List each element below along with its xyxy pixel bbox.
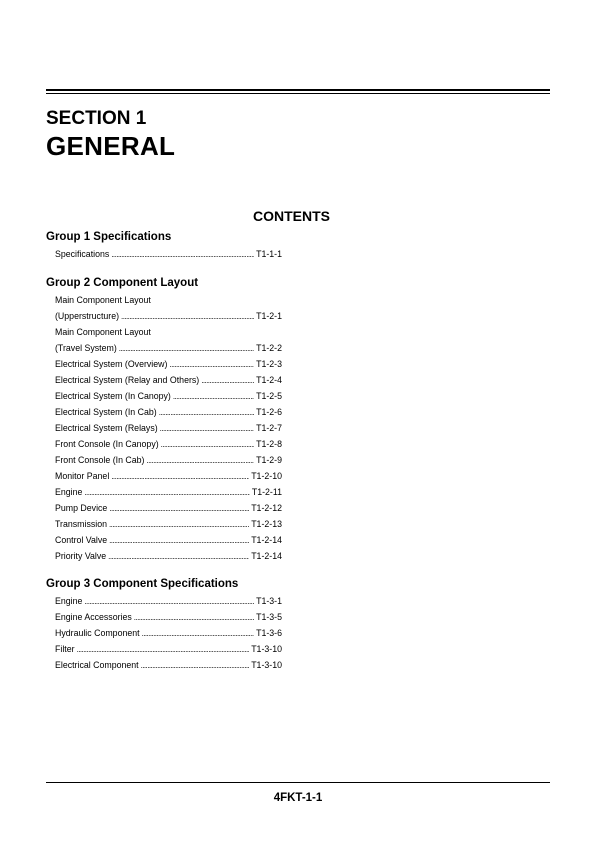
toc-entry-text: Control Valve <box>55 535 108 545</box>
toc-entry[interactable] <box>46 500 282 516</box>
toc-entry[interactable] <box>46 292 282 308</box>
section-title: GENERAL <box>46 131 176 161</box>
toc-entry-text: Engine <box>55 487 83 497</box>
toc-entry-text: Electrical System (Relays) <box>55 423 158 433</box>
contents-heading: CONTENTS <box>253 208 330 224</box>
leader-dots <box>119 340 254 357</box>
toc-entry-text: Front Console (In Canopy) <box>55 439 159 449</box>
toc-entry[interactable] <box>46 340 282 356</box>
page-identifier-text: 4FKT-1-1 <box>273 792 323 804</box>
toc-entry-text: Electrical System (Overview) <box>55 359 168 369</box>
toc-entry[interactable] <box>46 609 282 625</box>
toc-entry[interactable] <box>46 593 282 609</box>
toc-entry[interactable] <box>46 516 282 532</box>
header-rule-thick <box>46 89 550 91</box>
leader-dots <box>109 500 249 517</box>
toc-entry-text: Electrical System (In Canopy) <box>55 391 171 401</box>
group-title: Group 1 Specifications <box>46 231 172 243</box>
toc-entry-text: Electrical Component <box>55 660 139 670</box>
toc-entry-page: T1-2-3 <box>256 359 282 369</box>
toc-entry-page: T1-2-10 <box>251 471 282 481</box>
toc-entry-page: T1-2-13 <box>251 519 282 529</box>
toc-entry-page: T1-3-6 <box>256 628 282 638</box>
toc-entry-page: T1-1-1 <box>256 249 282 259</box>
toc-entry[interactable] <box>46 404 282 420</box>
toc-entry[interactable] <box>46 532 282 548</box>
group-title: Group 3 Component Specifications <box>46 578 239 590</box>
toc-entry-page: T1-2-8 <box>256 439 282 449</box>
leader-dots <box>146 452 254 469</box>
leader-dots <box>77 641 250 658</box>
leader-dots <box>201 372 254 389</box>
leader-dots <box>160 420 254 437</box>
leader-dots <box>109 532 249 549</box>
toc-entry[interactable] <box>46 484 282 500</box>
leader-dots <box>121 308 254 325</box>
toc-entry-page: T1-2-7 <box>256 423 282 433</box>
toc-entry[interactable] <box>46 246 282 262</box>
leader-dots <box>134 609 254 626</box>
leader-dots <box>108 548 249 565</box>
section-number: SECTION 1 <box>46 108 147 129</box>
toc-entry-page: T1-2-6 <box>256 407 282 417</box>
toc-entry-text: Specifications <box>55 249 110 259</box>
toc-entry[interactable] <box>46 324 282 340</box>
leader-dots <box>173 388 254 405</box>
header-rule-thin <box>46 93 550 94</box>
leader-dots <box>109 516 249 533</box>
toc-entry-text: Engine <box>55 596 83 606</box>
toc-entry-page: T1-2-4 <box>256 375 282 385</box>
toc-entry-text: Electrical System (Relay and Others) <box>55 375 200 385</box>
toc-entry-page: T1-2-11 <box>251 487 282 497</box>
toc-entry-text: Priority Valve <box>55 551 107 561</box>
leader-dots <box>84 593 254 610</box>
page-identifier <box>0 791 596 805</box>
leader-dots <box>111 468 249 485</box>
toc-group-3 <box>46 577 282 673</box>
toc-entry-text: Main Component Layout <box>55 295 151 305</box>
table-of-contents <box>46 230 282 673</box>
leader-dots <box>142 625 254 642</box>
group-title: Group 2 Component Layout <box>46 277 199 289</box>
toc-entry-page: T1-2-12 <box>251 503 282 513</box>
toc-entry-text: Engine Accessories <box>55 612 132 622</box>
toc-entry-page: T1-3-1 <box>256 596 282 606</box>
toc-entry-page: T1-3-10 <box>251 644 282 654</box>
toc-entry-page: T1-2-2 <box>256 343 282 353</box>
toc-entry-text: Monitor Panel <box>55 471 110 481</box>
toc-entry[interactable] <box>46 625 282 641</box>
toc-entry[interactable] <box>46 436 282 452</box>
leader-dots <box>111 246 254 263</box>
toc-entry[interactable] <box>46 657 282 673</box>
toc-entry[interactable] <box>46 372 282 388</box>
toc-entry-text: Electrical System (In Cab) <box>55 407 157 417</box>
toc-entry[interactable] <box>46 388 282 404</box>
toc-entry[interactable] <box>46 468 282 484</box>
toc-entry[interactable] <box>46 356 282 372</box>
toc-entry[interactable] <box>46 452 282 468</box>
toc-entry[interactable] <box>46 308 282 324</box>
leader-dots <box>141 657 250 674</box>
toc-entry-page: T1-2-14 <box>251 535 282 545</box>
toc-entry-page: T1-3-5 <box>256 612 282 622</box>
toc-entry-page: T1-2-9 <box>256 455 282 465</box>
toc-entry-page: T1-2-14 <box>251 551 282 561</box>
toc-entry-text: Hydraulic Component <box>55 628 140 638</box>
toc-entry-text: Filter <box>55 644 75 654</box>
toc-entry[interactable] <box>46 548 282 564</box>
toc-entry-text: Transmission <box>55 519 107 529</box>
toc-entry-page: T1-2-1 <box>256 311 282 321</box>
leader-dots <box>159 404 254 421</box>
leader-dots <box>84 484 249 501</box>
toc-entry[interactable] <box>46 420 282 436</box>
toc-entry-text: (Upperstructure) <box>55 311 120 321</box>
toc-group-2 <box>46 276 282 564</box>
toc-group-1 <box>46 230 282 262</box>
leader-dots <box>161 436 254 453</box>
toc-entry-text: Front Console (In Cab) <box>55 455 145 465</box>
toc-entry-text: Pump Device <box>55 503 108 513</box>
toc-entry-text: (Travel System) <box>55 343 117 353</box>
toc-entry[interactable] <box>46 641 282 657</box>
toc-entry-text: Main Component Layout <box>55 327 151 337</box>
toc-entry-page: T1-3-10 <box>251 660 282 670</box>
leader-dots <box>169 356 254 373</box>
toc-entry-page: T1-2-5 <box>256 391 282 401</box>
footer-rule <box>46 782 550 783</box>
